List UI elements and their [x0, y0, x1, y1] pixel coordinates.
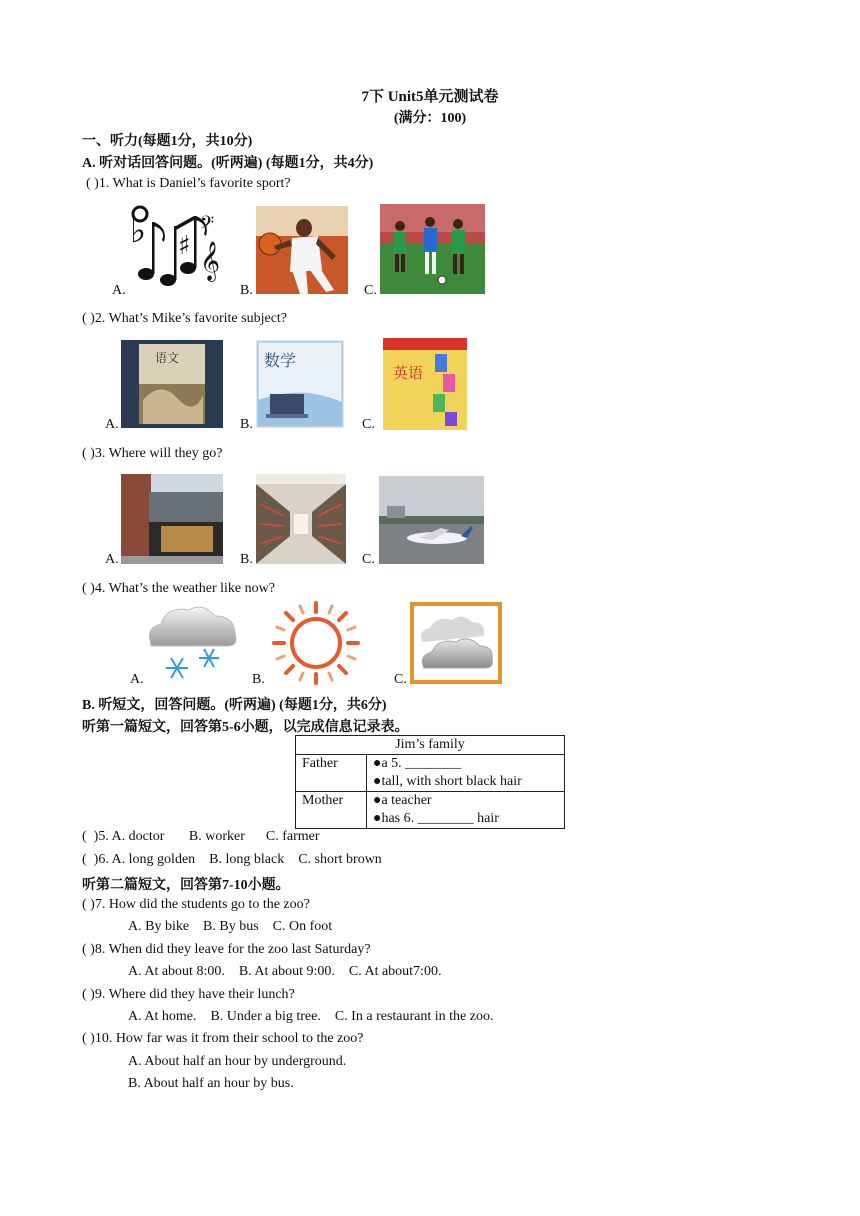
q8-options: A. At about 8:00. B. At about 9:00. C. At about7:00.: [128, 964, 442, 979]
q3-option-a-label: A.: [105, 552, 119, 567]
table-header: Jim’s family: [296, 736, 565, 755]
part-b-intro-1: 听第一篇短文，回答第5-6小题，以完成信息记录表。: [82, 720, 409, 735]
father-description: ●tall, with short black hair: [373, 774, 522, 789]
q1-option-c-label: C.: [364, 283, 377, 298]
q10-option-b: B. About half an hour by bus.: [128, 1076, 294, 1091]
math-cover-title: 数学: [264, 351, 297, 370]
q9-options: A. At home. B. Under a big tree. C. In a restaurant in the zoo.: [128, 1009, 494, 1024]
cloudy-icon: [410, 602, 502, 684]
q4-option-a-label: A.: [130, 672, 144, 687]
question-9: ( )9. Where did they have their lunch?: [82, 987, 295, 1002]
question-7: ( )7. How did the students go to the zoo?: [82, 897, 310, 912]
table-father-label: Father: [296, 755, 367, 792]
math-textbook-photo: [256, 340, 344, 428]
mother-job: ●a teacher: [373, 793, 432, 808]
page-title: 7下 Unit5单元测试卷: [361, 89, 499, 105]
english-textbook-photo: [383, 338, 467, 430]
q1-option-a-label: A.: [112, 283, 126, 298]
library-shelves-photo: [256, 474, 346, 564]
snow-cloud-icon: [143, 602, 239, 686]
table-father-info: [367, 755, 565, 792]
q1-option-b-label: B.: [240, 283, 253, 298]
svg-text:语文: 语文: [155, 351, 180, 365]
question-6: ( )6. A. long golden B. long black C. short brown: [82, 852, 382, 867]
svg-text:♯: ♯: [178, 231, 191, 261]
part-b-heading: B. 听短文，回答问题。(听两遍) (每题1分，共6分): [82, 698, 387, 713]
question-4: ( )4. What’s the weather like now?: [82, 581, 275, 596]
basketball-player-photo: [256, 206, 348, 294]
father-job-blank: ●a 5. ________: [373, 756, 462, 771]
soccer-players-photo: [380, 204, 485, 294]
jims-family-table: [295, 735, 565, 829]
english-cover-title: 英语: [393, 364, 424, 382]
svg-text:𝄢: 𝄢: [200, 213, 215, 238]
table-mother-label: Mother: [296, 792, 367, 829]
q2-option-c-label: C.: [362, 417, 375, 432]
page-subtitle-score: (满分：100): [393, 111, 467, 126]
svg-text:♭: ♭: [130, 211, 147, 251]
section-listening-heading: 一、听力(每题1分，共10分): [82, 134, 253, 149]
q4-option-c-label: C.: [394, 672, 407, 687]
question-8: ( )8. When did they leave for the zoo last Saturday?: [82, 942, 371, 957]
q10-option-a: A. About half an hour by underground.: [128, 1054, 347, 1069]
chinese-textbook-photo: [121, 340, 223, 428]
part-a-heading: A. 听对话回答问题。(听两遍) (每题1分，共4分): [82, 156, 374, 171]
svg-text:𝄞: 𝄞: [200, 241, 221, 281]
q2-option-b-label: B.: [240, 417, 253, 432]
part-b-intro-2: 听第二篇短文，回答第7-10小题。: [82, 878, 290, 893]
question-2: ( )2. What’s Mike’s favorite subject?: [82, 311, 288, 326]
question-5: ( )5. A. doctor B. worker C. farmer: [82, 829, 320, 844]
question-3: ( )3. Where will they go?: [82, 446, 223, 461]
museum-building-photo: [121, 474, 223, 564]
q4-option-b-label: B.: [252, 672, 265, 687]
q3-option-b-label: B.: [240, 552, 253, 567]
music-notes-icon: [128, 202, 223, 294]
table-mother-info: [367, 792, 565, 829]
question-10: ( )10. How far was it from their school to the zoo?: [82, 1031, 364, 1046]
sun-icon: [266, 600, 366, 686]
mother-hair-blank: ●has 6. ________ hair: [373, 811, 499, 826]
question-1: ( )1. What is Daniel’s favorite sport?: [86, 176, 291, 191]
q3-option-c-label: C.: [362, 552, 375, 567]
airport-plane-photo: [379, 476, 484, 564]
q7-options: A. By bike B. By bus C. On foot: [128, 919, 333, 934]
q2-option-a-label: A.: [105, 417, 119, 432]
